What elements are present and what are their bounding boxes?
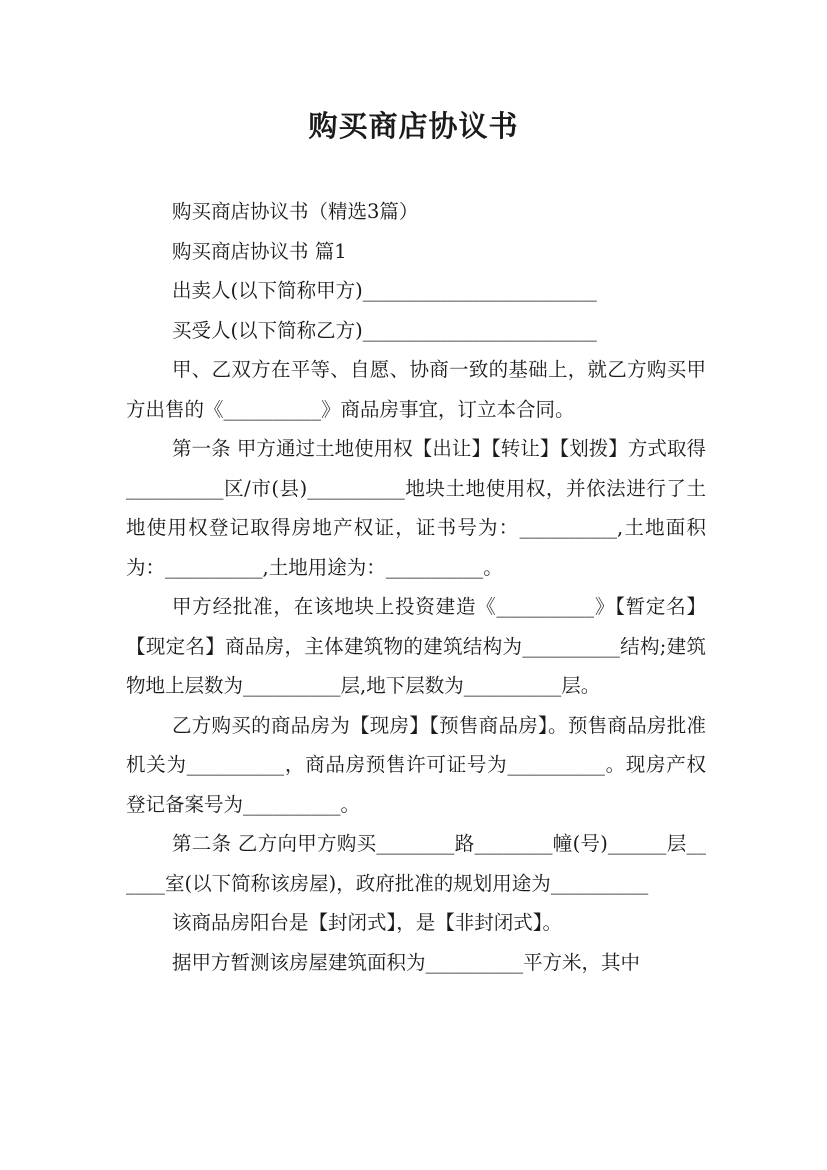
paragraph-article-1: 第一条 甲方通过土地使用权【出让】【转让】【划拨】方式取得__________区/市(县)__________地块土地使用权，并依法进行了土地使用权登记取得房地产权证，证书号为：__________,土地面积为：__________,土地用途为：__________。	[126, 437, 706, 579]
paragraph-balcony: 该商品房阳台是【封闭式】，是【非封闭式】。	[172, 911, 563, 934]
paragraph-preamble: 甲、乙双方在平等、自愿、协商一致的基础上，就乙方购买甲方出售的《__________》商品房事宜，订立本合同。	[126, 358, 706, 421]
paragraph-buyer: 买受人(以下简称乙方)________________________	[172, 318, 597, 342]
document-title: 购买商店协议书	[308, 109, 519, 143]
paragraph-seller: 出卖人(以下简称甲方)________________________	[172, 279, 597, 302]
document-body	[126, 192, 706, 982]
paragraph-construction: 甲方经批准，在该地块上投资建造《__________》【暂定名】【现定名】商品房，主体建筑物的建筑结构为__________结构;建筑物地上层数为__________层,地下层数为__________层。	[126, 595, 706, 697]
paragraph-area: 据甲方暂测该房屋建筑面积为__________平方米，其中	[172, 950, 641, 974]
paragraph-section-heading: 购买商店协议书 篇1	[172, 239, 347, 263]
paragraph-presale: 乙方购买的商品房为【现房】【预售商品房】。预售商品房批准机关为__________，商品房预售许可证号为__________。现房产权登记备案号为__________。	[126, 713, 706, 816]
paragraph-subtitle: 购买商店协议书（精选3篇）	[172, 200, 419, 223]
paragraph-article-2: 第二条 乙方向甲方购买________路________幢(号)______层______室(以下简称该房屋)，政府批准的规划用途为__________	[126, 832, 706, 895]
